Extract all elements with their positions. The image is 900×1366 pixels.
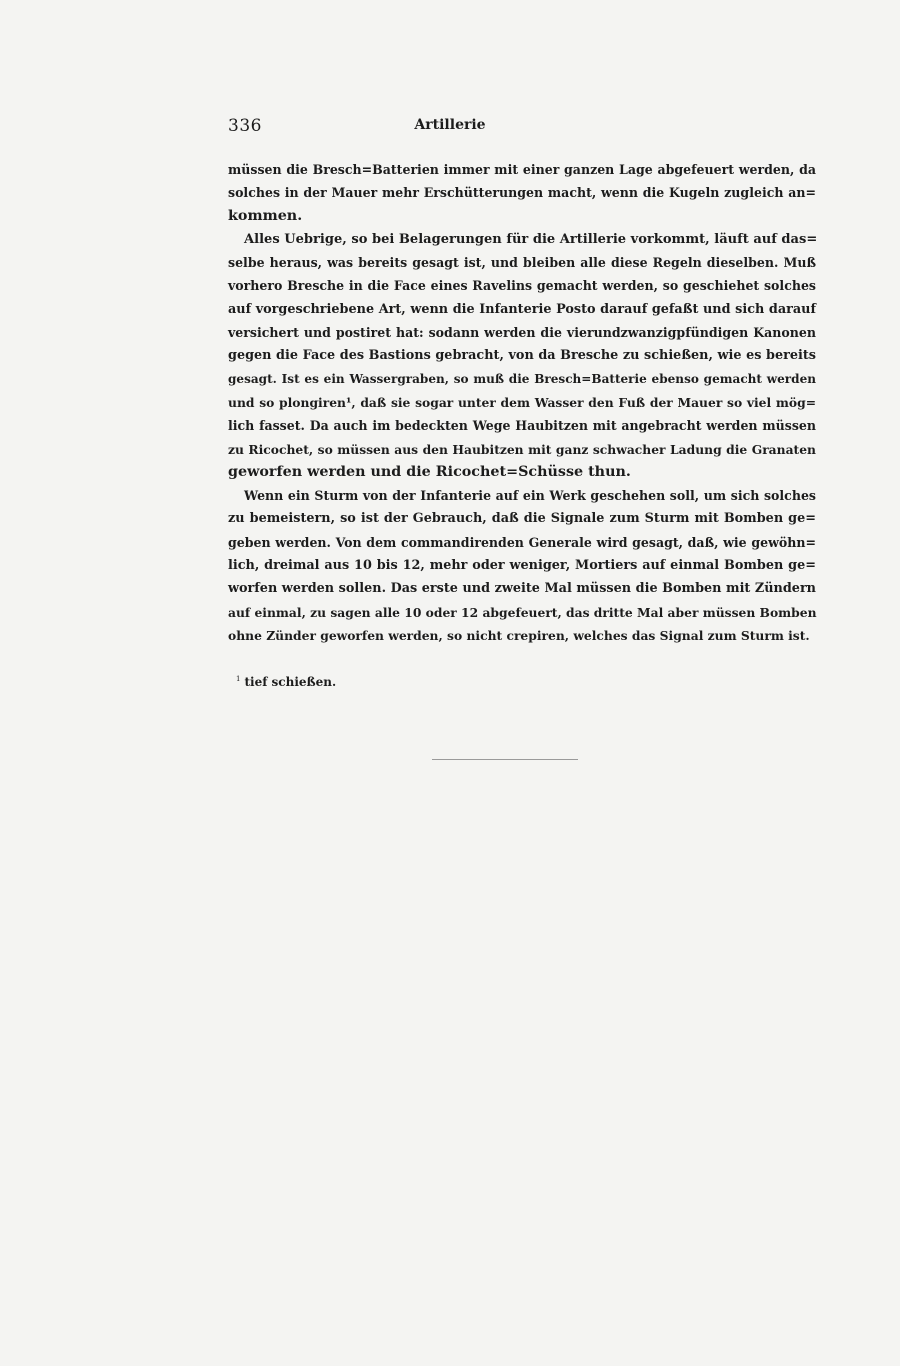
text-line: zu Ricochet, so müssen aus den Haubitzen mit ganz schwacher Ladung die Granaten bbox=[228, 441, 816, 457]
text-line: lich fasset. Da auch im bedeckten Wege Haubitzen mit angebracht werden müssen bbox=[228, 418, 816, 434]
text-line: gesagt. Ist es ein Wassergraben, so muß die Bresch=Batterie ebenso gemacht werden bbox=[228, 371, 816, 386]
text-line: Wenn ein Sturm von der Infanterie auf ein Werk geschehen soll, um sich solches bbox=[244, 488, 816, 504]
running-title: Artillerie bbox=[414, 117, 486, 133]
text-line: worfen werden sollen. Das erste und zweite Mal müssen die Bomben mit Zündern bbox=[228, 581, 816, 597]
text-line: auf vorgeschriebene Art, wenn die Infanterie Posto darauf gefaßt und sich darauf bbox=[228, 301, 816, 317]
footnote bbox=[236, 675, 336, 689]
body-text bbox=[228, 158, 816, 647]
text-line: solches in der Mauer mehr Erschütterungen macht, wenn die Kugeln zugleich an= bbox=[228, 185, 816, 201]
text-line: Alles Uebrige, so bei Belagerungen für die Artillerie vorkommt, läuft auf das= bbox=[244, 231, 818, 247]
footnote-marker: 1 bbox=[236, 675, 241, 683]
text-line: ohne Zünder geworfen werden, so nicht crepiren, welches das Signal zum Sturm ist. bbox=[228, 627, 810, 643]
text-line: und so plongiren¹, daß sie sogar unter dem Wasser den Fuß der Mauer so viel mög= bbox=[228, 394, 816, 410]
text-line: kommen. bbox=[228, 207, 303, 224]
footnote-text: tief schießen. bbox=[244, 675, 337, 689]
text-line: zu bemeistern, so ist der Gebrauch, daß die Signale zum Sturm mit Bomben ge= bbox=[228, 511, 816, 527]
text-line: gegen die Face des Bastions gebracht, von da Bresche zu schießen, wie es bereits bbox=[228, 348, 816, 364]
text-line: vorhero Bresche in die Face eines Ravelins gemacht werden, so geschiehet solches bbox=[228, 278, 816, 294]
end-rule bbox=[432, 759, 578, 760]
text-line: geworfen werden und die Ricochet=Schüsse thun. bbox=[228, 463, 631, 480]
text-line: auf einmal, zu sagen alle 10 oder 12 abgefeuert, das dritte Mal aber müssen Bomben bbox=[228, 604, 817, 620]
text-line: selbe heraus, was bereits gesagt ist, und bleiben alle diese Regeln dieselben. Muß bbox=[228, 255, 816, 271]
page-number: 336 bbox=[228, 116, 262, 136]
text-line: versichert und postiret hat: sodann werden die vierundzwanzigpfündigen Kanonen bbox=[228, 325, 816, 341]
text-line: müssen die Bresch=Batterien immer mit einer ganzen Lage abgefeuert werden, da bbox=[228, 162, 816, 177]
text-line: lich, dreimal aus 10 bis 12, mehr oder weniger, Mortiers auf einmal Bomben ge= bbox=[228, 558, 816, 574]
text-line: geben werden. Von dem commandirenden Generale wird gesagt, daß, wie gewöhn= bbox=[228, 534, 816, 550]
